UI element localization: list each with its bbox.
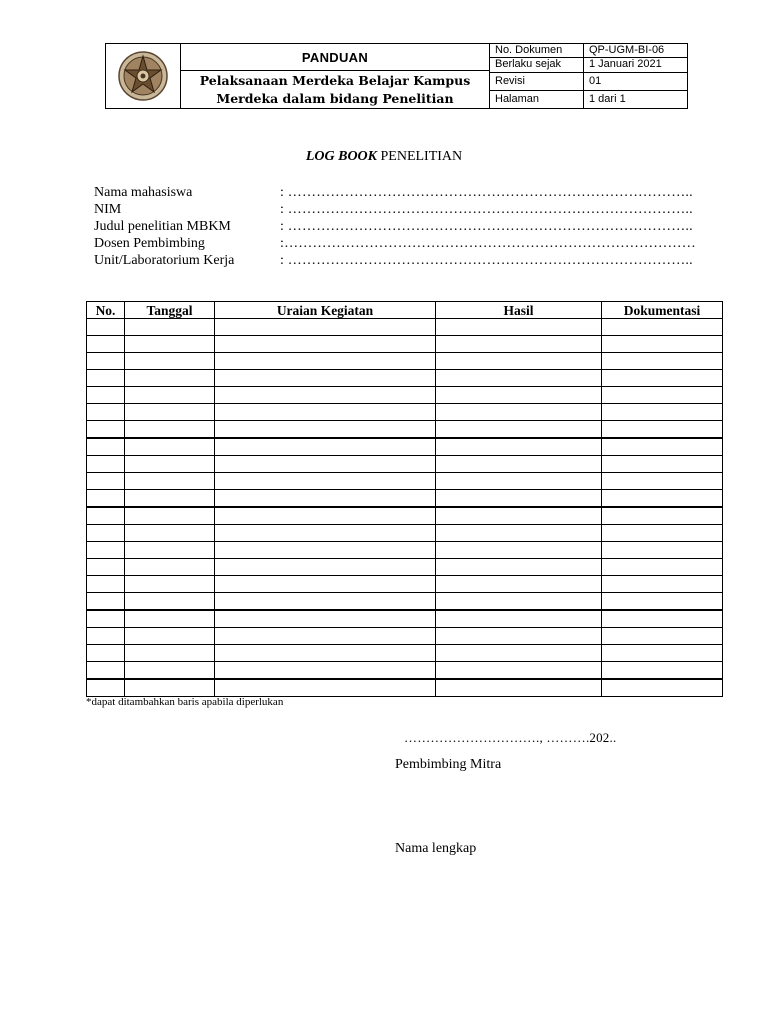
table-cell[interactable] <box>436 370 602 387</box>
table-cell[interactable] <box>125 438 215 456</box>
table-row <box>87 610 723 628</box>
field-blank[interactable]: : ………………………………………………………………………….. <box>280 253 693 268</box>
table-cell[interactable] <box>602 610 723 628</box>
column-header-documentation: Dokumentasi <box>602 302 723 319</box>
meta-key: No. Dokumen <box>490 44 584 57</box>
table-row <box>87 542 723 559</box>
table-cell[interactable] <box>602 662 723 680</box>
table-cell[interactable] <box>215 679 436 697</box>
table-cell[interactable] <box>602 490 723 508</box>
table-cell[interactable] <box>87 421 125 439</box>
table-cell[interactable] <box>436 404 602 421</box>
table-cell[interactable] <box>436 353 602 370</box>
table-cell[interactable] <box>125 490 215 508</box>
table-cell[interactable] <box>215 525 436 542</box>
table-cell[interactable] <box>436 662 602 680</box>
table-cell[interactable] <box>125 679 215 697</box>
column-header-activity: Uraian Kegiatan <box>215 302 436 319</box>
table-cell[interactable] <box>87 542 125 559</box>
table-cell[interactable] <box>87 336 125 353</box>
meta-row-document-number <box>490 44 687 58</box>
table-cell[interactable] <box>602 542 723 559</box>
table-cell[interactable] <box>215 473 436 490</box>
table-row <box>87 319 723 336</box>
field-label: NIM <box>94 202 122 217</box>
table-row <box>87 456 723 473</box>
document-title <box>181 71 489 108</box>
field-supervisor[interactable] <box>94 235 696 252</box>
table-cell[interactable] <box>602 421 723 439</box>
table-cell[interactable] <box>125 353 215 370</box>
document-title-line-1: Pelaksanaan Merdeka Belajar Kampus <box>199 72 471 88</box>
table-cell[interactable] <box>215 421 436 439</box>
table-cell[interactable] <box>602 525 723 542</box>
table-cell[interactable] <box>436 542 602 559</box>
signature-place-date[interactable]: …………………………., ……….202.. <box>404 730 617 745</box>
field-nim[interactable] <box>94 201 696 218</box>
document-meta-table <box>490 44 687 108</box>
table-cell[interactable] <box>125 662 215 680</box>
meta-value: QP-UGM-BI-06 <box>589 44 665 56</box>
table-cell[interactable] <box>436 576 602 593</box>
table-row <box>87 628 723 645</box>
table-cell[interactable] <box>602 473 723 490</box>
table-row <box>87 525 723 542</box>
table-row <box>87 662 723 680</box>
table-cell[interactable] <box>602 456 723 473</box>
table-cell[interactable] <box>602 438 723 456</box>
meta-key: Halaman <box>490 91 584 108</box>
header-title-cell <box>181 44 490 108</box>
table-cell[interactable] <box>125 370 215 387</box>
table-cell[interactable] <box>87 679 125 697</box>
table-cell[interactable] <box>87 438 125 456</box>
table-row <box>87 645 723 662</box>
table-cell[interactable] <box>125 559 215 576</box>
meta-key: Revisi <box>490 73 584 90</box>
table-cell[interactable] <box>87 319 125 336</box>
table-cell[interactable] <box>602 679 723 697</box>
table-cell[interactable] <box>215 490 436 508</box>
field-label: Nama mahasiswa <box>94 185 193 200</box>
table-cell[interactable] <box>436 438 602 456</box>
table-cell[interactable] <box>125 336 215 353</box>
signature-name: Nama lengkap <box>395 841 477 856</box>
document-type-label: PANDUAN <box>181 44 489 71</box>
field-label: Unit/Laboratorium Kerja <box>94 253 235 268</box>
field-blank[interactable]: : ………………………………………………………………………….. <box>280 185 693 200</box>
table-cell[interactable] <box>215 353 436 370</box>
table-cell[interactable] <box>87 387 125 404</box>
column-header-no: No. <box>87 302 125 319</box>
table-row <box>87 353 723 370</box>
table-cell[interactable] <box>215 507 436 525</box>
document-header <box>105 43 688 109</box>
table-cell[interactable] <box>125 576 215 593</box>
table-cell[interactable] <box>215 662 436 680</box>
table-cell[interactable] <box>125 610 215 628</box>
table-row <box>87 473 723 490</box>
student-info-fields <box>94 184 696 269</box>
table-cell[interactable] <box>87 353 125 370</box>
table-row <box>87 387 723 404</box>
table-cell[interactable] <box>87 576 125 593</box>
table-cell[interactable] <box>602 404 723 421</box>
table-cell[interactable] <box>602 370 723 387</box>
table-row <box>87 404 723 421</box>
table-cell[interactable] <box>602 593 723 611</box>
table-cell[interactable] <box>602 319 723 336</box>
meta-row-effective-date <box>490 58 687 73</box>
table-cell[interactable] <box>87 559 125 576</box>
table-cell[interactable] <box>125 404 215 421</box>
table-cell[interactable] <box>602 507 723 525</box>
table-cell[interactable] <box>87 507 125 525</box>
table-cell[interactable] <box>215 404 436 421</box>
log-book-table <box>86 301 723 697</box>
table-cell[interactable] <box>215 610 436 628</box>
field-unit-lab[interactable] <box>94 252 696 269</box>
table-row <box>87 559 723 576</box>
table-cell[interactable] <box>125 507 215 525</box>
meta-value: 1 dari 1 <box>589 93 626 105</box>
table-cell[interactable] <box>215 645 436 662</box>
table-cell[interactable] <box>125 473 215 490</box>
meta-row-page <box>490 91 687 108</box>
table-row <box>87 370 723 387</box>
table-row <box>87 438 723 456</box>
table-cell[interactable] <box>436 473 602 490</box>
table-cell[interactable] <box>87 645 125 662</box>
table-row <box>87 490 723 508</box>
signature-role: Pembimbing Mitra <box>395 757 502 772</box>
meta-row-revision <box>490 73 687 91</box>
table-cell[interactable] <box>215 370 436 387</box>
table-cell[interactable] <box>215 456 436 473</box>
page-title-italic: LOG BOOK <box>305 149 377 164</box>
table-row <box>87 593 723 611</box>
table-row <box>87 576 723 593</box>
table-cell[interactable] <box>602 559 723 576</box>
table-cell[interactable] <box>215 593 436 611</box>
table-cell[interactable] <box>125 645 215 662</box>
page-title-rest: PENELITIAN <box>377 149 463 164</box>
table-cell[interactable] <box>125 593 215 611</box>
table-row <box>87 336 723 353</box>
table-cell[interactable] <box>215 559 436 576</box>
field-blank[interactable]: :…………………………………………………………………………… <box>280 236 696 251</box>
field-label: Judul penelitian MBKM <box>94 219 231 234</box>
table-cell[interactable] <box>125 525 215 542</box>
table-cell[interactable] <box>87 370 125 387</box>
field-research-title[interactable] <box>94 218 696 235</box>
table-cell[interactable] <box>87 610 125 628</box>
table-cell[interactable] <box>215 438 436 456</box>
table-cell[interactable] <box>436 456 602 473</box>
meta-key: Berlaku sejak <box>490 58 584 72</box>
table-cell[interactable] <box>87 628 125 645</box>
table-cell[interactable] <box>125 319 215 336</box>
table-row <box>87 507 723 525</box>
table-cell[interactable] <box>602 387 723 404</box>
document-title-line-2: Merdeka dalam bidang Penelitian <box>216 90 454 106</box>
table-cell[interactable] <box>87 473 125 490</box>
field-label: Dosen Pembimbing <box>94 236 205 251</box>
logo-cell <box>106 44 181 108</box>
table-cell[interactable] <box>436 336 602 353</box>
table-cell[interactable] <box>436 679 602 697</box>
table-cell[interactable] <box>125 387 215 404</box>
table-cell[interactable] <box>436 507 602 525</box>
table-cell[interactable] <box>125 542 215 559</box>
university-seal-icon <box>117 50 169 102</box>
table-cell[interactable] <box>436 319 602 336</box>
table-cell[interactable] <box>125 456 215 473</box>
table-cell[interactable] <box>602 628 723 645</box>
table-cell[interactable] <box>215 319 436 336</box>
column-header-date: Tanggal <box>125 302 215 319</box>
page-title <box>0 149 768 165</box>
table-cell[interactable] <box>436 559 602 576</box>
table-row <box>87 679 723 697</box>
table-header-row <box>87 302 723 319</box>
table-row <box>87 421 723 439</box>
meta-value: 1 Januari 2021 <box>589 58 662 71</box>
table-cell[interactable] <box>602 645 723 662</box>
table-cell[interactable] <box>215 628 436 645</box>
table-cell[interactable] <box>602 353 723 370</box>
table-cell[interactable] <box>436 610 602 628</box>
table-cell[interactable] <box>87 593 125 611</box>
table-cell[interactable] <box>215 387 436 404</box>
field-blank[interactable]: : ………………………………………………………………………….. <box>280 219 693 234</box>
field-blank[interactable]: : ………………………………………………………………………….. <box>280 202 693 217</box>
table-cell[interactable] <box>125 421 215 439</box>
table-cell[interactable] <box>215 336 436 353</box>
table-cell[interactable] <box>87 456 125 473</box>
meta-value: 01 <box>589 75 602 87</box>
column-header-result: Hasil <box>436 302 602 319</box>
table-body <box>87 319 723 697</box>
table-cell[interactable] <box>87 404 125 421</box>
table-cell[interactable] <box>87 490 125 508</box>
table-cell[interactable] <box>125 628 215 645</box>
table-cell[interactable] <box>436 490 602 508</box>
table-cell[interactable] <box>602 336 723 353</box>
table-cell[interactable] <box>436 525 602 542</box>
table-cell[interactable] <box>436 628 602 645</box>
field-student-name[interactable] <box>94 184 696 201</box>
table-cell[interactable] <box>436 645 602 662</box>
table-cell[interactable] <box>602 576 723 593</box>
table-cell[interactable] <box>215 542 436 559</box>
table-cell[interactable] <box>87 662 125 680</box>
table-footnote: *dapat ditambahkan baris apabila diperlukan <box>86 696 284 708</box>
table-cell[interactable] <box>87 525 125 542</box>
table-cell[interactable] <box>436 593 602 611</box>
table-cell[interactable] <box>215 576 436 593</box>
table-cell[interactable] <box>436 387 602 404</box>
table-cell[interactable] <box>436 421 602 439</box>
